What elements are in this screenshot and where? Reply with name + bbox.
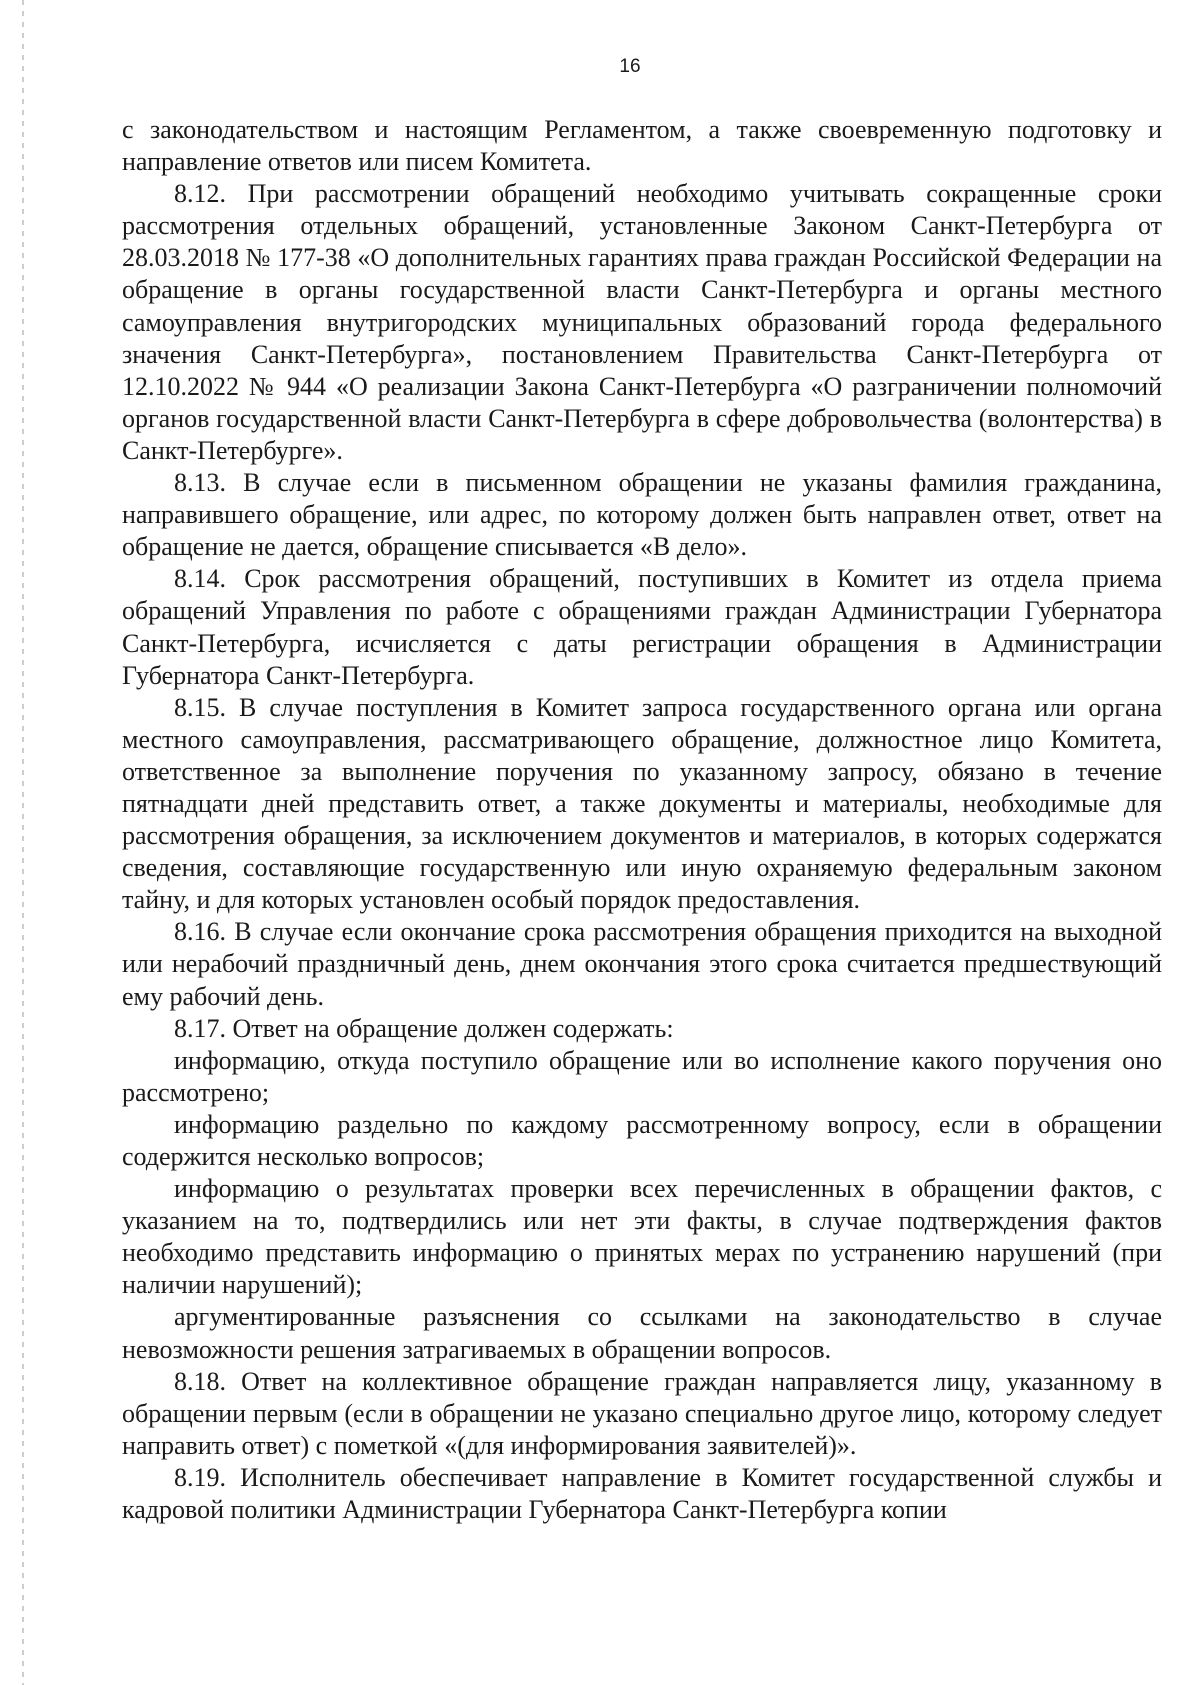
paragraph-8-17: 8.17. Ответ на обращение должен содержать:: [174, 1013, 674, 1043]
paragraph-8-14: 8.14. Срок рассмотрения обращений, поступивших в Комитет из отдела приема обращений Управления по работе с обращениями граждан Администрации Губернатора Санкт-Петербурга, исчисляется с даты регистрации обращения в Администрации Губернатора Санкт-Петербурга.: [122, 564, 1162, 690]
list-item-source-info: информацию, откуда поступило обращение или во исполнение какого поручения оно рассмотрено;: [122, 1045, 1162, 1107]
paragraph-8-19: 8.19. Исполнитель обеспечивает направление в Комитет государственной службы и кадровой политики Администрации Губернатора Санкт-Петербурга копии: [122, 1462, 1162, 1525]
paragraph-8-15: 8.15. В случае поступления в Комитет запроса государственного органа или органа местного самоуправления, рассматривающего обращение, должностное лицо Комитета, ответственное за выполнение поручения по указанному запросу, обязано в течение пятнадцати дней представить ответ, а также документы и материалы, необходимые для рассмотрения обращения, за исключением документов и материалов, в которых содержатся сведения, составляющие государственную или иную охраняемую федеральным законом тайну, и для которых установлен особый порядок предоставления.: [122, 692, 1162, 915]
scan-edge-artifact: [22, 0, 24, 1685]
list-item-per-question: информацию раздельно по каждому рассмотренному вопросу, если в обращении содержится несколько вопросов;: [122, 1109, 1162, 1171]
page-number: 16: [619, 56, 641, 77]
paragraph-8-18: 8.18. Ответ на коллективное обращение граждан направляется лицу, указанному в обращении первым (если в обращении не указано специально другое лицо, которому следует направить ответ) с пометкой «(для информирования заявителей)».: [122, 1366, 1162, 1460]
paragraph-8-12: 8.12. При рассмотрении обращений необходимо учитывать сокращенные сроки рассмотрения отдельных обращений, установленные Законом Санкт-Петербурга от 28.03.2018 № 177-38 «О дополнительных гарантиях права граждан Российской Федерации на обращение в органы государственной власти Санкт-Петербурга и органы местного самоуправления внутригородских муниципальных образований города федерального значения Санкт-Петербурга», постановлением Правительства Санкт-Петербурга от 12.10.2022 № 944 «О реализации Закона Санкт-Петербурга «О разграничении полномочий органов государственной власти Санкт-Петербурга в сфере добровольчества (волонтерства) в Санкт-Петербурге».: [122, 179, 1162, 465]
paragraph-8-16: 8.16. В случае если окончание срока рассмотрения обращения приходится на выходной или нерабочий праздничный день, днем окончания этого срока считается предшествующий ему рабочий день.: [122, 917, 1162, 1011]
document-body: [122, 114, 1162, 1526]
list-item-reasoned-explanations: аргументированные разъяснения со ссылками на законодательство в случае невозможности решения затрагиваемых в обращении вопросов.: [122, 1302, 1162, 1364]
paragraph-continuation: с законодательством и настоящим Регламентом, а также своевременную подготовку и направление ответов или писем Комитета.: [122, 115, 1162, 177]
list-item-verification-results: информацию о результатах проверки всех перечисленных в обращении фактов, с указанием на то, подтвердились или нет эти факты, в случае подтверждения фактов необходимо представить информацию о принятых мерах по устранению нарушений (при наличии нарушений);: [122, 1174, 1162, 1300]
paragraph-8-13: 8.13. В случае если в письменном обращении не указаны фамилия гражданина, направившего обращение, или адрес, по которому должен быть направлен ответ, ответ на обращение не дается, обращение списывается «В дело».: [122, 468, 1162, 562]
